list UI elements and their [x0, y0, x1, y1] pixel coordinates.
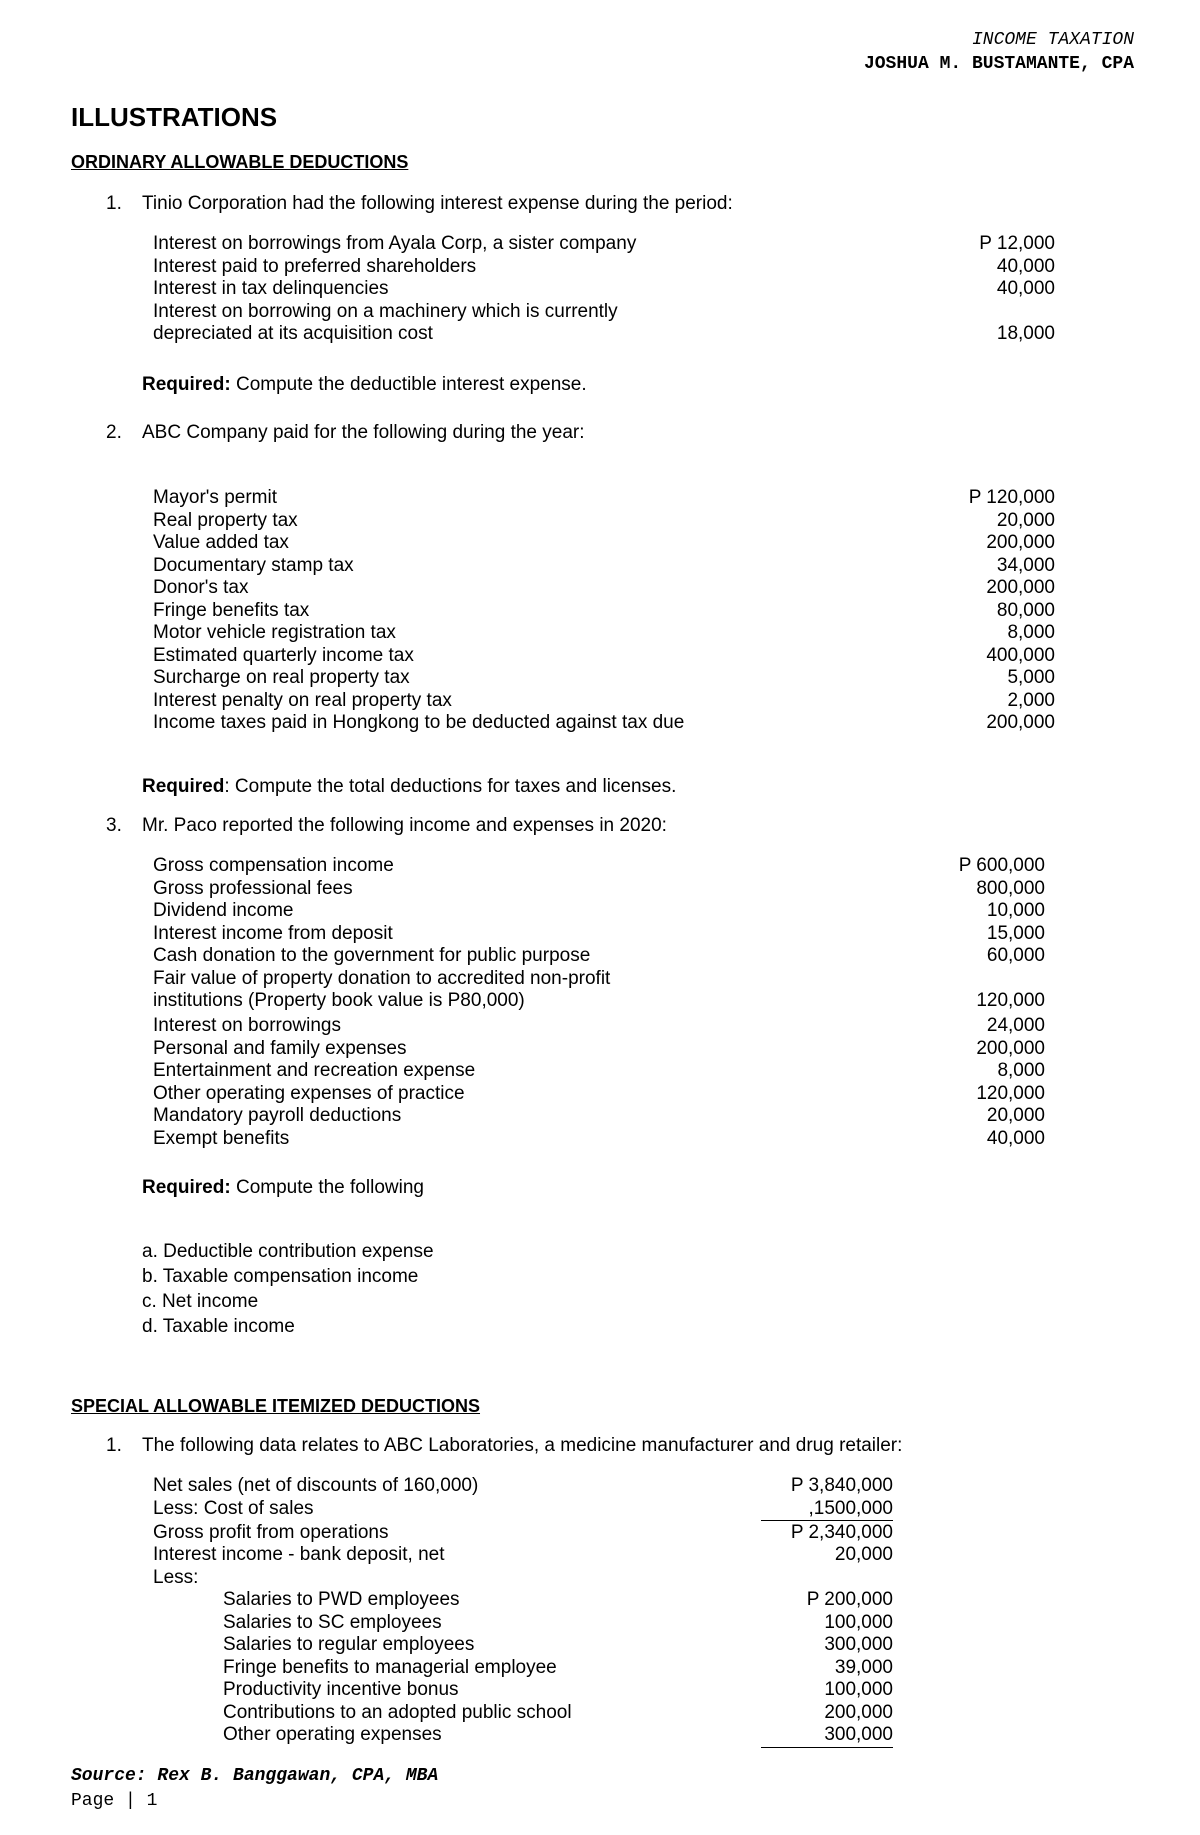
row-amount: 300,000 — [824, 1634, 893, 1655]
table-row — [153, 278, 1055, 301]
row-label: Mandatory payroll deductions — [153, 1105, 402, 1126]
table-row — [153, 990, 1045, 1015]
row-amount: 24,000 — [986, 1015, 1045, 1036]
source-note: Source: Rex B. Banggawan, CPA, MBA — [71, 1766, 439, 1786]
required-label: Required: — [142, 1177, 231, 1198]
question-number: 2. — [106, 422, 122, 443]
row-amount: P 3,840,000 — [790, 1475, 893, 1496]
table-row — [153, 1060, 1045, 1083]
table-row — [223, 1589, 893, 1612]
row-label: Interest income from deposit — [153, 922, 393, 944]
table-row — [153, 667, 1055, 690]
table-row — [153, 622, 1055, 645]
row-amount: 400,000 — [986, 644, 1055, 666]
row-label: Salaries to SC employees — [223, 1611, 442, 1633]
row-amount: 8,000 — [997, 1060, 1045, 1081]
row-label: Gross compensation income — [153, 855, 394, 876]
required-3 — [142, 1177, 424, 1199]
question-2 — [106, 422, 585, 444]
row-label: Interest on borrowing on a machinery which is currently — [153, 300, 618, 322]
row-label: Less: — [153, 1566, 199, 1588]
row-label: Cash donation to the government for public purpose — [153, 945, 591, 966]
row-label: Salaries to PWD employees — [223, 1589, 460, 1610]
row-amount: 120,000 — [976, 1082, 1045, 1104]
row-amount: 8,000 — [1007, 622, 1055, 643]
taxes-licenses-table — [153, 487, 1055, 735]
question-number: 3. — [106, 815, 122, 836]
table-row — [223, 1657, 893, 1680]
row-label: Fringe benefits tax — [153, 599, 310, 621]
question-number: 1. — [106, 1435, 122, 1456]
row-amount: 40,000 — [996, 278, 1055, 299]
row-amount: 200,000 — [976, 1037, 1045, 1059]
required-text: Compute the deductible interest expense. — [230, 374, 587, 395]
lab-income-table — [153, 1475, 893, 1589]
table-row — [153, 1128, 1045, 1151]
row-label: Other operating expenses of practice — [153, 1082, 465, 1104]
table-row — [153, 577, 1055, 600]
interest-expense-table — [153, 233, 1055, 346]
row-amount: ,1500,000 — [761, 1498, 893, 1522]
row-amount: 40,000 — [986, 1127, 1045, 1149]
row-amount: 5,000 — [1007, 667, 1055, 688]
row-label: Gross professional fees — [153, 877, 353, 899]
course-title: INCOME TAXATION — [971, 30, 1134, 50]
row-amount: 20,000 — [996, 509, 1055, 531]
page-title: ILLUSTRATIONS — [71, 102, 278, 132]
question-s1 — [106, 1435, 902, 1457]
table-row — [153, 600, 1055, 623]
row-label: Donor's tax — [153, 577, 249, 598]
row-amount: 40,000 — [996, 255, 1055, 277]
table-row — [153, 1038, 1045, 1061]
lab-deductions-table — [223, 1589, 893, 1747]
row-amount: 39,000 — [834, 1656, 893, 1678]
table-row — [153, 945, 1045, 968]
section-heading-ordinary: ORDINARY ALLOWABLE DEDUCTIONS — [71, 152, 409, 172]
table-row — [153, 923, 1045, 946]
question-text: ABC Company paid for the following during the year: — [142, 422, 585, 443]
document-header — [864, 28, 1134, 76]
question-3 — [106, 815, 667, 837]
row-label: Net sales (net of discounts of 160,000) — [153, 1475, 479, 1496]
table-row — [153, 1544, 893, 1567]
list-item: d. Taxable income — [142, 1316, 295, 1337]
table-row — [223, 1612, 893, 1635]
row-amount: 15,000 — [986, 922, 1045, 944]
row-label: Interest paid to preferred shareholders — [153, 255, 477, 277]
table-row — [153, 1015, 1045, 1038]
row-label: Exempt benefits — [153, 1127, 290, 1149]
row-label: Personal and family expenses — [153, 1037, 407, 1059]
row-amount: 200,000 — [986, 532, 1055, 553]
table-row — [153, 878, 1045, 901]
row-label: Contributions to an adopted public school — [223, 1701, 572, 1723]
row-amount: 120,000 — [976, 990, 1045, 1011]
table-row — [153, 1105, 1045, 1128]
table-row — [223, 1679, 893, 1702]
table-row — [153, 712, 1055, 735]
required-text: : Compute the total deductions for taxes and licenses. — [224, 776, 677, 797]
required-label: Required: — [142, 374, 231, 395]
row-label: Fair value of property donation to accredited non-profit — [153, 967, 611, 989]
row-amount: 200,000 — [986, 577, 1055, 598]
table-row — [223, 1724, 893, 1747]
row-label: Real property tax — [153, 509, 298, 531]
row-label: Interest penalty on real property tax — [153, 689, 452, 711]
row-label: Estimated quarterly income tax — [153, 644, 414, 666]
row-amount: P 120,000 — [968, 487, 1055, 508]
row-label: Income taxes paid in Hongkong to be deducted against tax due — [153, 712, 685, 733]
row-label: Mayor's permit — [153, 487, 277, 508]
table-row — [153, 690, 1055, 713]
row-label: Interest on borrowings from Ayala Corp, a sister company — [153, 233, 637, 254]
row-amount: 100,000 — [824, 1611, 893, 1633]
row-label: Interest on borrowings — [153, 1015, 341, 1036]
list-item: a. Deductible contribution expense — [142, 1241, 434, 1262]
row-label: depreciated at its acquisition cost — [153, 323, 433, 344]
row-amount: 80,000 — [996, 599, 1055, 621]
required-label: Required — [142, 776, 225, 797]
row-amount: 2,000 — [1007, 689, 1055, 711]
row-label: Salaries to regular employees — [223, 1634, 475, 1655]
question-number: 1. — [106, 193, 122, 214]
row-label: Less: Cost of sales — [153, 1497, 314, 1519]
question-text: The following data relates to ABC Laboratories, a medicine manufacturer and drug retailer: — [142, 1435, 903, 1456]
table-row — [153, 1475, 893, 1498]
table-row — [153, 555, 1055, 578]
row-label: Other operating expenses — [223, 1724, 442, 1745]
row-amount: 20,000 — [834, 1544, 893, 1565]
table-row — [153, 855, 1045, 878]
author-name: JOSHUA M. BUSTAMANTE, CPA — [863, 54, 1134, 74]
row-amount: P 600,000 — [958, 855, 1045, 876]
table-row — [153, 1567, 893, 1590]
section-heading-special: SPECIAL ALLOWABLE ITEMIZED DEDUCTIONS — [71, 1396, 481, 1416]
question-text: Mr. Paco reported the following income and expenses in 2020: — [142, 815, 667, 836]
row-label: Motor vehicle registration tax — [153, 622, 396, 643]
required-1 — [142, 374, 587, 396]
row-amount: P 2,340,000 — [790, 1521, 893, 1543]
row-amount: 300,000 — [761, 1724, 893, 1748]
table-row — [153, 1498, 893, 1522]
row-amount: P 12,000 — [979, 233, 1055, 254]
table-row — [153, 532, 1055, 555]
row-label: Gross profit from operations — [153, 1521, 389, 1543]
row-label: Entertainment and recreation expense — [153, 1060, 476, 1081]
income-expenses-table — [153, 855, 1045, 1150]
table-row — [153, 233, 1055, 256]
row-amount: 20,000 — [986, 1105, 1045, 1126]
page-number: Page | 1 — [71, 1791, 158, 1811]
row-amount: P 200,000 — [806, 1589, 893, 1610]
table-row — [223, 1634, 893, 1657]
row-amount: 10,000 — [986, 900, 1045, 921]
row-label: Interest in tax delinquencies — [153, 278, 389, 299]
row-amount: 100,000 — [824, 1679, 893, 1700]
row-label: Dividend income — [153, 900, 294, 921]
table-row — [153, 301, 1055, 324]
table-row — [153, 510, 1055, 533]
row-label: Fringe benefits to managerial employee — [223, 1656, 557, 1678]
required-text: Compute the following — [230, 1177, 424, 1198]
row-amount: 34,000 — [996, 554, 1055, 576]
table-row — [153, 1522, 893, 1545]
table-row — [153, 1083, 1045, 1106]
row-label: Value added tax — [153, 532, 289, 553]
table-row — [153, 900, 1045, 923]
row-amount: 18,000 — [996, 323, 1055, 344]
required-2 — [142, 776, 676, 798]
table-row — [153, 487, 1055, 510]
row-amount: 800,000 — [976, 877, 1045, 899]
row-label: Surcharge on real property tax — [153, 667, 410, 688]
required-items-list — [142, 1239, 434, 1339]
question-text: Tinio Corporation had the following interest expense during the period: — [142, 193, 733, 214]
row-label: Interest income - bank deposit, net — [153, 1544, 445, 1565]
table-row — [153, 968, 1045, 991]
list-item: c. Net income — [142, 1291, 259, 1312]
row-amount: 60,000 — [986, 945, 1045, 966]
table-row — [153, 645, 1055, 668]
table-row — [223, 1702, 893, 1725]
row-label: institutions (Property book value is P80,000) — [153, 990, 525, 1011]
row-amount: 200,000 — [986, 712, 1055, 733]
row-amount: 200,000 — [824, 1701, 893, 1723]
row-label: Documentary stamp tax — [153, 554, 354, 576]
list-item: b. Taxable compensation income — [142, 1266, 419, 1287]
question-1 — [106, 193, 733, 215]
row-label: Productivity incentive bonus — [223, 1679, 459, 1700]
table-row — [153, 256, 1055, 279]
table-row — [153, 323, 1055, 346]
